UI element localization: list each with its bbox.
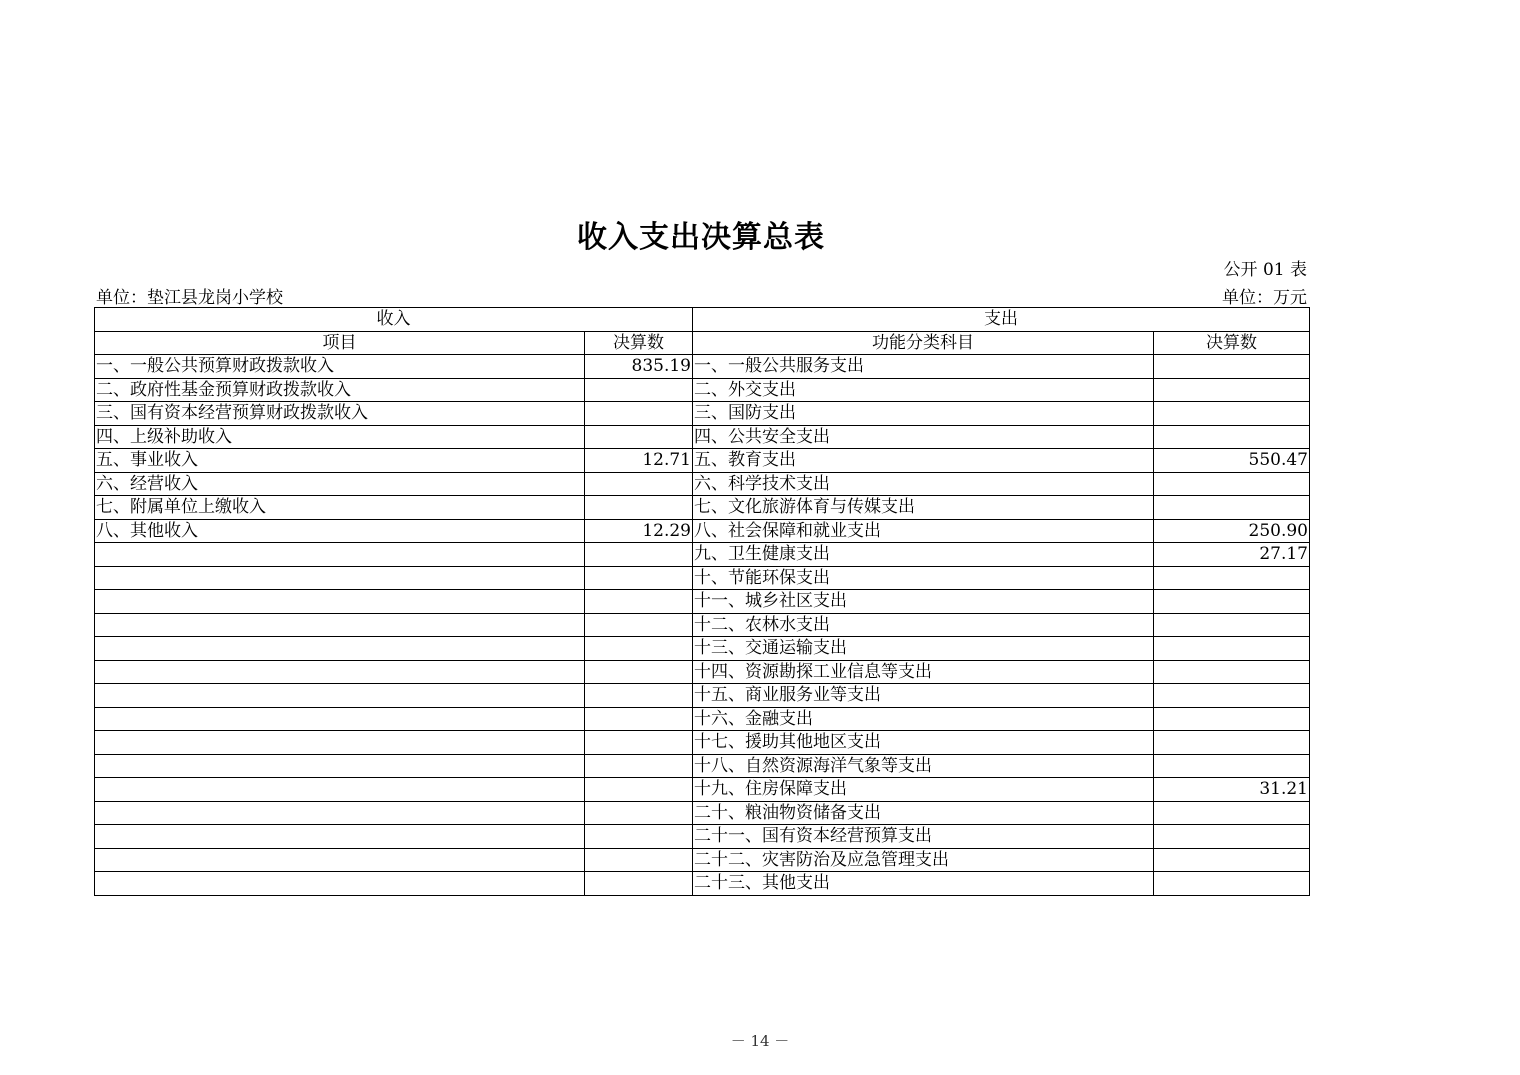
income-item-cell: [95, 566, 585, 590]
expense-amount-cell: [1154, 660, 1310, 684]
expense-amount-cell: 550.47: [1154, 449, 1310, 473]
income-amount-cell: [585, 402, 693, 426]
page-number: － 14 －: [730, 1032, 790, 1050]
table-row: [95, 660, 1310, 684]
table-row: [95, 778, 1310, 802]
income-item-cell: [95, 660, 585, 684]
expense-item-cell: 五、教育支出: [693, 449, 1154, 473]
income-amount-cell: [585, 566, 693, 590]
income-item-cell: 五、事业收入: [95, 449, 585, 473]
expense-item-cell: 十、节能环保支出: [693, 566, 1154, 590]
income-item-cell: 七、附属单位上缴收入: [95, 496, 585, 520]
income-item-cell: 四、上级补助收入: [95, 425, 585, 449]
expense-item-cell: 七、文化旅游体育与传媒支出: [693, 496, 1154, 520]
table-row: [95, 848, 1310, 872]
income-item-cell: 八、其他收入: [95, 519, 585, 543]
expense-item-cell: 八、社会保障和就业支出: [693, 519, 1154, 543]
expense-amount-cell: 250.90: [1154, 519, 1310, 543]
table-row: [95, 872, 1310, 896]
income-item-header: 项目: [95, 331, 585, 355]
income-item-cell: [95, 848, 585, 872]
expense-amount-cell: [1154, 590, 1310, 614]
income-item-cell: 二、政府性基金预算财政拨款收入: [95, 378, 585, 402]
expense-group-header: 支出: [693, 308, 1310, 332]
table-row: [95, 496, 1310, 520]
table-row: [95, 684, 1310, 708]
income-amount-header: 决算数: [585, 331, 693, 355]
table-row: [95, 613, 1310, 637]
income-amount-cell: [585, 425, 693, 449]
expense-item-cell: 二十一、国有资本经营预算支出: [693, 825, 1154, 849]
table-row: [95, 731, 1310, 755]
table-row: [95, 707, 1310, 731]
expense-item-cell: 十九、住房保障支出: [693, 778, 1154, 802]
income-amount-cell: [585, 543, 693, 567]
form-number: 公开 01 表: [1223, 260, 1307, 280]
expense-item-cell: 十五、商业服务业等支出: [693, 684, 1154, 708]
expense-amount-cell: [1154, 754, 1310, 778]
income-item-cell: [95, 778, 585, 802]
income-amount-cell: [585, 872, 693, 896]
income-amount-cell: [585, 684, 693, 708]
table-row: [95, 402, 1310, 426]
expense-amount-cell: 27.17: [1154, 543, 1310, 567]
table-row: [95, 472, 1310, 496]
income-item-cell: 一、一般公共预算财政拨款收入: [95, 355, 585, 379]
expense-item-cell: 二、外交支出: [693, 378, 1154, 402]
income-amount-cell: [585, 731, 693, 755]
income-amount-cell: [585, 637, 693, 661]
table-row: [95, 825, 1310, 849]
income-amount-cell: [585, 660, 693, 684]
expense-amount-cell: [1154, 848, 1310, 872]
expense-item-cell: 十三、交通运输支出: [693, 637, 1154, 661]
table-row: [95, 355, 1310, 379]
expense-amount-cell: [1154, 425, 1310, 449]
table-row: [95, 754, 1310, 778]
expense-item-cell: 十八、自然资源海洋气象等支出: [693, 754, 1154, 778]
group-header-row: [95, 308, 1310, 332]
income-item-cell: [95, 872, 585, 896]
expense-item-cell: 十六、金融支出: [693, 707, 1154, 731]
income-amount-cell: [585, 754, 693, 778]
currency-label: 单位：万元: [1222, 288, 1307, 308]
page-title: 收入支出决算总表: [577, 220, 825, 255]
expense-amount-cell: [1154, 496, 1310, 520]
expense-item-cell: 二十三、其他支出: [693, 872, 1154, 896]
income-amount-cell: [585, 848, 693, 872]
income-amount-cell: [585, 496, 693, 520]
table-row: [95, 449, 1310, 473]
expense-amount-cell: [1154, 684, 1310, 708]
income-item-cell: [95, 590, 585, 614]
expense-amount-cell: [1154, 825, 1310, 849]
expense-item-cell: 二十二、灾害防治及应急管理支出: [693, 848, 1154, 872]
expense-amount-cell: [1154, 566, 1310, 590]
expense-amount-cell: [1154, 355, 1310, 379]
income-amount-cell: [585, 707, 693, 731]
income-item-cell: [95, 825, 585, 849]
income-item-cell: [95, 637, 585, 661]
income-amount-cell: 835.19: [585, 355, 693, 379]
income-item-cell: [95, 707, 585, 731]
income-amount-cell: [585, 590, 693, 614]
table-row: [95, 566, 1310, 590]
expense-amount-header: 决算数: [1154, 331, 1310, 355]
expense-item-cell: 三、国防支出: [693, 402, 1154, 426]
income-amount-cell: [585, 472, 693, 496]
expense-amount-cell: [1154, 872, 1310, 896]
expense-item-cell: 十二、农林水支出: [693, 613, 1154, 637]
table-row: [95, 801, 1310, 825]
expense-item-cell: 六、科学技术支出: [693, 472, 1154, 496]
income-amount-cell: [585, 825, 693, 849]
unit-label: 单位：垫江县龙岗小学校: [96, 288, 283, 308]
expense-amount-cell: [1154, 378, 1310, 402]
expense-item-cell: 十四、资源勘探工业信息等支出: [693, 660, 1154, 684]
income-group-header: 收入: [95, 308, 693, 332]
table-row: [95, 590, 1310, 614]
expense-amount-cell: [1154, 801, 1310, 825]
income-expense-table: [94, 307, 1310, 896]
table-row: [95, 378, 1310, 402]
income-amount-cell: [585, 613, 693, 637]
expense-item-cell: 十一、城乡社区支出: [693, 590, 1154, 614]
income-item-cell: 三、国有资本经营预算财政拨款收入: [95, 402, 585, 426]
income-item-cell: [95, 731, 585, 755]
income-item-cell: [95, 613, 585, 637]
expense-amount-cell: [1154, 613, 1310, 637]
expense-amount-cell: [1154, 707, 1310, 731]
expense-amount-cell: [1154, 472, 1310, 496]
expense-item-header: 功能分类科目: [693, 331, 1154, 355]
income-item-cell: [95, 684, 585, 708]
expense-item-cell: 一、一般公共服务支出: [693, 355, 1154, 379]
expense-item-cell: 四、公共安全支出: [693, 425, 1154, 449]
income-amount-cell: [585, 378, 693, 402]
income-item-cell: [95, 801, 585, 825]
income-amount-cell: 12.71: [585, 449, 693, 473]
expense-item-cell: 二十、粮油物资储备支出: [693, 801, 1154, 825]
expense-amount-cell: [1154, 637, 1310, 661]
expense-amount-cell: [1154, 731, 1310, 755]
table-row: [95, 425, 1310, 449]
expense-item-cell: 九、卫生健康支出: [693, 543, 1154, 567]
table-row: [95, 543, 1310, 567]
income-amount-cell: 12.29: [585, 519, 693, 543]
expense-item-cell: 十七、援助其他地区支出: [693, 731, 1154, 755]
column-header-row: [95, 331, 1310, 355]
expense-amount-cell: [1154, 402, 1310, 426]
income-item-cell: 六、经营收入: [95, 472, 585, 496]
table-row: [95, 519, 1310, 543]
income-item-cell: [95, 754, 585, 778]
table-row: [95, 637, 1310, 661]
income-amount-cell: [585, 778, 693, 802]
income-amount-cell: [585, 801, 693, 825]
expense-amount-cell: 31.21: [1154, 778, 1310, 802]
income-item-cell: [95, 543, 585, 567]
